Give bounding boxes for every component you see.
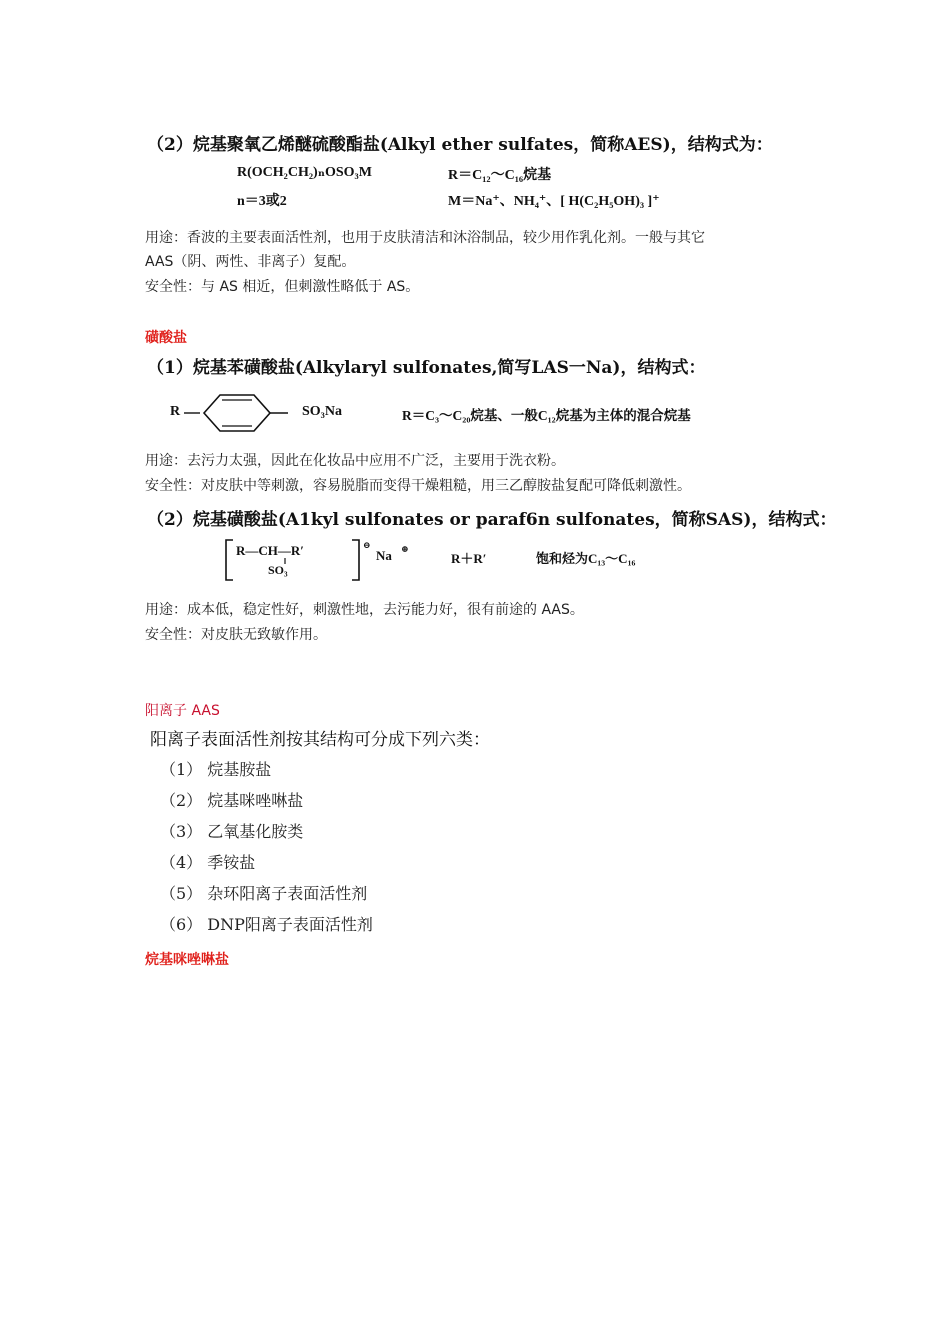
las-safety: 安全性：对皮肤中等刺激，容易脱脂而变得干燥粗糙，用三乙醇胺盐复配可降低刺激性。 — [145, 478, 691, 494]
aes-formula-r: R＝C₁₂～C₁₆烷基 — [448, 168, 552, 183]
list-item: （6） DNP阳离子表面活性剂 — [160, 915, 373, 934]
las-heading: （1）烷基苯磺酸盐(Alkylaryl sulfonates,简写LAS一Na)，结构式： — [147, 358, 706, 378]
las-r-label: R — [170, 404, 181, 419]
cationic-section-title: 阳离子 AAS — [145, 703, 220, 719]
cationic-intro: 阳离子表面活性剂按其结构可分成下列六类： — [150, 730, 490, 750]
sas-charge-plus: ⊕ — [401, 544, 409, 554]
benzene-ring-icon — [182, 390, 292, 436]
sas-charge-minus: ⊖ — [363, 540, 371, 550]
sas-rr: R＋R′ — [451, 551, 487, 566]
sulfonate-section-title: 磺酸盐 — [145, 330, 187, 346]
list-item: （3） 乙氧基化胺类 — [160, 822, 304, 841]
sas-so3: SO₃ — [268, 563, 288, 577]
aes-use-line1: 用途：香波的主要表面活性剂，也用于皮肤清洁和沐浴制品，较少用作乳化剂。一般与其它 — [145, 230, 705, 246]
las-description: R＝C₃～C₂₀烷基、一般C₁₂烷基为主体的混合烷基 — [402, 408, 691, 423]
list-item: （1） 烷基胺盐 — [160, 760, 272, 779]
sas-heading: （2）烷基磺酸盐(A1kyl sulfonates or paraf6n sulfonates，简称SAS)，结构式： — [147, 510, 837, 530]
sas-description: 饱和烃为C₁₃～C₁₆ — [536, 551, 636, 566]
list-item: （2） 烷基咪唑啉盐 — [160, 791, 304, 810]
sas-chain: R—CH—R′ — [236, 543, 304, 558]
las-so3na-label: SO₃Na — [302, 404, 342, 419]
aes-heading: （2）烷基聚氧乙烯醚硫酸酯盐(Alkyl ether sulfates，简称AES)，结构式为： — [147, 135, 773, 155]
list-item: （5） 杂环阳离子表面活性剂 — [160, 884, 368, 903]
list-item: （4） 季铵盐 — [160, 853, 256, 872]
aes-formula-left: R(OCH₂CH₂)ₙOSO₃M — [237, 165, 372, 180]
aes-safety: 安全性：与 AS 相近，但刺激性略低于 AS。 — [145, 279, 420, 295]
sas-use: 用途：成本低，稳定性好，刺激性地，去污能力好，很有前途的 AAS。 — [145, 602, 584, 618]
sas-na: Na — [376, 548, 392, 563]
aes-formula-m: M＝Na⁺、NH₄⁺、[ H(C₂H₅OH)₃ ]⁺ — [448, 194, 660, 209]
aes-formula-n: n＝3或2 — [237, 194, 287, 209]
imidazoline-section-title: 烷基咪唑啉盐 — [145, 952, 229, 968]
aes-use-line2: AAS（阴、两性、非离子）复配。 — [145, 254, 356, 270]
sas-safety: 安全性：对皮肤无致敏作用。 — [145, 627, 327, 643]
las-use: 用途：去污力太强，因此在化妆品中应用不广泛，主要用于洗衣粉。 — [145, 453, 565, 469]
